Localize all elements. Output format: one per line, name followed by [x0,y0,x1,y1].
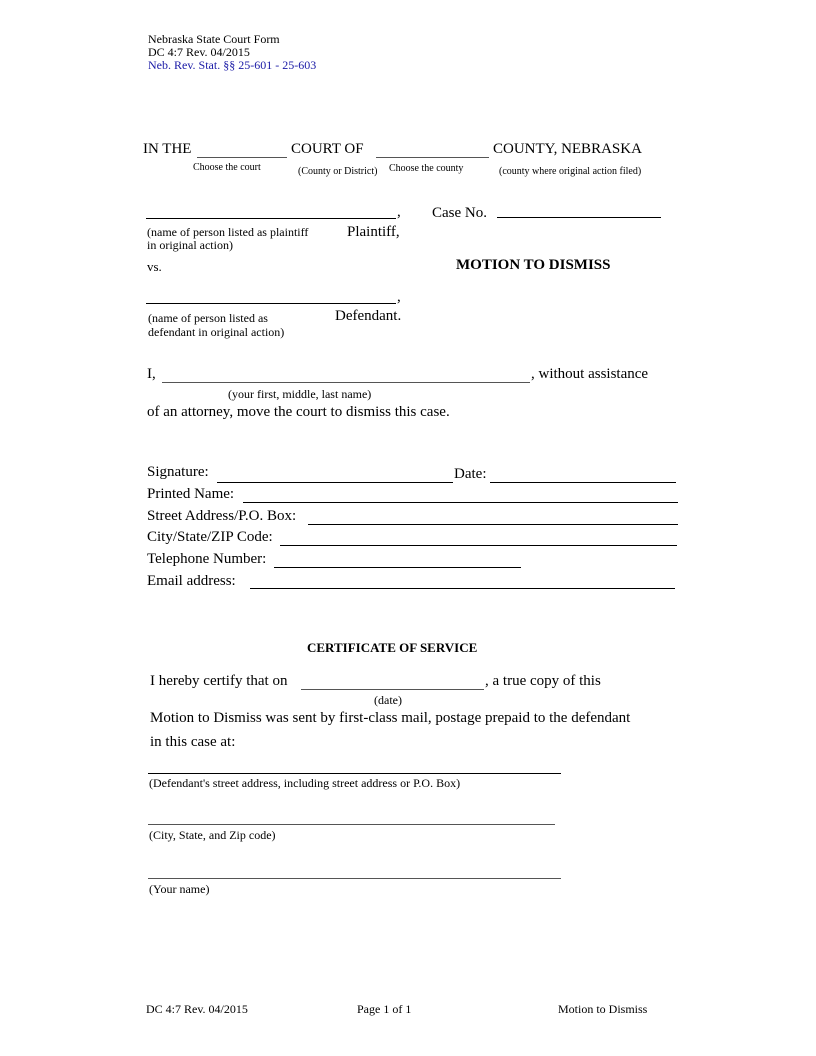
without-assistance: , without assistance [531,366,649,382]
certificate-title: CERTIFICATE OF SERVICE [307,640,478,655]
phone-label: Telephone Number: [147,551,267,567]
plaintiff-hint-1: (name of person listed as plaintiff [147,225,309,239]
form-number: DC 4:7 Rev. 04/2015 [148,45,250,59]
court-blank[interactable] [197,157,287,158]
county-or-district-hint: (County or District) [298,166,378,177]
street-label: Street Address/P.O. Box: [147,508,297,524]
defendant-address-line[interactable] [148,773,561,774]
defendant-comma: , [397,289,401,305]
defendant-city-line[interactable] [148,824,555,825]
service-date-line[interactable] [301,689,484,690]
defendant-name-line[interactable] [146,303,396,304]
certify-text-b: , a true copy of this [485,673,601,689]
certify-text-a: I hereby certify that on [150,673,288,689]
movant-name-line[interactable] [162,382,530,383]
date-label: Date: [454,466,487,482]
movant-name-hint: (your first, middle, last name) [228,387,372,401]
motion-i: I, [147,366,156,382]
motion-title: MOTION TO DISMISS [456,257,611,273]
statute-link[interactable]: Neb. Rev. Stat. §§ 25-601 - 25-603 [148,58,317,72]
plaintiff-name-line[interactable] [146,218,396,219]
defendant-city-hint: (City, State, and Zip code) [149,828,276,842]
plaintiff-label: Plaintiff, [347,224,400,240]
footer-page: Page 1 of 1 [357,1002,412,1016]
county-nebraska-label: COUNTY, NEBRASKA [493,141,642,157]
motion-body: of an attorney, move the court to dismiss this case. [147,404,450,420]
county-hint: (county where original action filed) [499,166,642,177]
city-label: City/State/ZIP Code: [147,529,273,545]
plaintiff-hint-2: in original action) [147,238,233,252]
court-of-label: COURT OF [291,141,364,157]
choose-county-dropdown[interactable]: Choose the county [389,163,464,174]
printed-name-label: Printed Name: [147,486,235,502]
defendant-hint-2: defendant in original action) [148,325,285,339]
certify-text-line2: Motion to Dismiss was sent by first-class mail, postage prepaid to the defendant [150,710,631,726]
defendant-hint-1: (name of person listed as [148,311,268,325]
signature-line[interactable] [217,482,453,483]
signature-label: Signature: [147,464,209,480]
county-blank[interactable] [376,157,489,158]
your-name-hint: (Your name) [149,882,210,896]
choose-court-dropdown[interactable]: Choose the court [193,162,261,173]
certify-text-line3: in this case at: [150,734,236,750]
street-line[interactable] [308,524,678,525]
your-name-line[interactable] [148,878,561,879]
in-the-label: IN THE [143,141,192,157]
email-label: Email address: [147,573,236,589]
printed-name-line[interactable] [243,502,678,503]
defendant-address-hint: (Defendant's street address, including street address or P.O. Box) [149,776,461,790]
vs-label: vs. [147,259,162,274]
plaintiff-comma: , [397,204,401,220]
city-line[interactable] [280,545,677,546]
form-source: Nebraska State Court Form [148,32,280,46]
service-date-hint: (date) [374,693,402,707]
defendant-label: Defendant. [335,308,402,324]
email-line[interactable] [250,588,675,589]
case-no-label: Case No. [432,205,487,221]
footer-title: Motion to Dismiss [558,1002,648,1016]
footer-form-number: DC 4:7 Rev. 04/2015 [146,1002,248,1016]
case-no-line[interactable] [497,217,661,218]
phone-line[interactable] [274,567,521,568]
date-line[interactable] [490,482,676,483]
